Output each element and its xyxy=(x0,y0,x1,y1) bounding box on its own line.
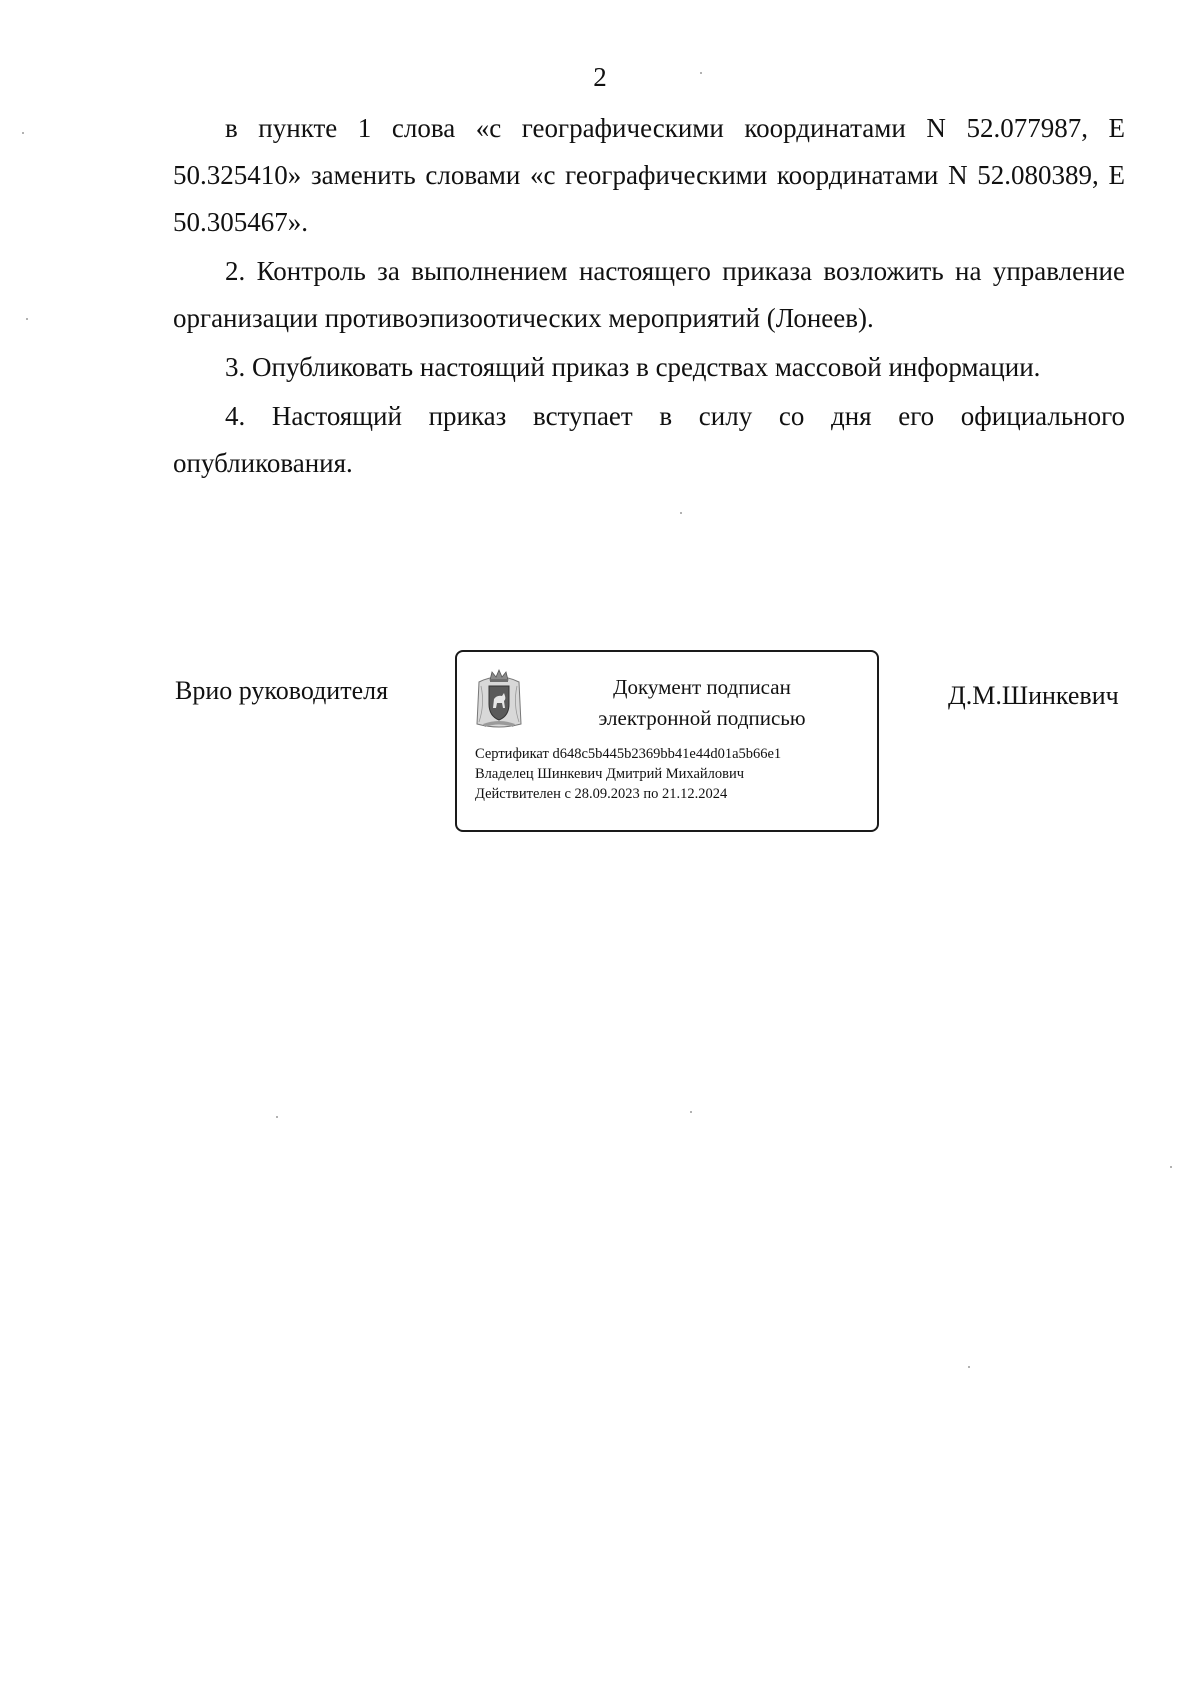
signer-name: Д.М.Шинкевич xyxy=(948,681,1119,710)
certificate-number: Сертификат d648c5b445b2369bb41e44d01a5b66e1 xyxy=(475,746,782,762)
paragraph-publish: 3. Опубликовать настоящий приказ в средствах массовой информации. xyxy=(225,352,1041,382)
signer-position: Врио руководителя xyxy=(175,676,389,705)
paragraph-control: 2. Контроль за выполнением настоящего приказа возложить на управление организации противоэпизоотических мероприятий (Лонеев). xyxy=(173,256,1125,333)
scan-speck xyxy=(700,72,702,74)
document-body xyxy=(173,105,1125,489)
scan-speck xyxy=(26,318,28,320)
e-signature-stamp xyxy=(455,650,879,832)
stamp-details xyxy=(475,744,875,804)
coat-of-arms-icon xyxy=(475,668,523,730)
stamp-heading-line-1: Документ подписан xyxy=(613,675,791,699)
scan-speck xyxy=(276,1116,278,1118)
paragraph-effective-date: 4. Настоящий приказ вступает в силу со дня его официального опубликования. xyxy=(173,401,1125,478)
paragraph-amendment: в пункте 1 слова «с географическими координатами N 52.077987, Е 50.325410» заменить словами «с географическими координатами N 52.080389, Е 50.305467». xyxy=(173,113,1125,237)
scan-speck xyxy=(680,512,682,514)
scan-speck xyxy=(690,1111,692,1113)
certificate-owner: Владелец Шинкевич Дмитрий Михайлович xyxy=(475,766,745,782)
scan-speck xyxy=(1170,1166,1172,1168)
page-number: 2 xyxy=(593,62,607,92)
certificate-validity: Действителен с 28.09.2023 по 21.12.2024 xyxy=(475,786,728,802)
stamp-heading-line-2: электронной подписью xyxy=(598,706,806,730)
stamp-heading xyxy=(537,672,867,734)
scan-speck xyxy=(968,1366,970,1368)
scan-speck xyxy=(22,132,24,134)
